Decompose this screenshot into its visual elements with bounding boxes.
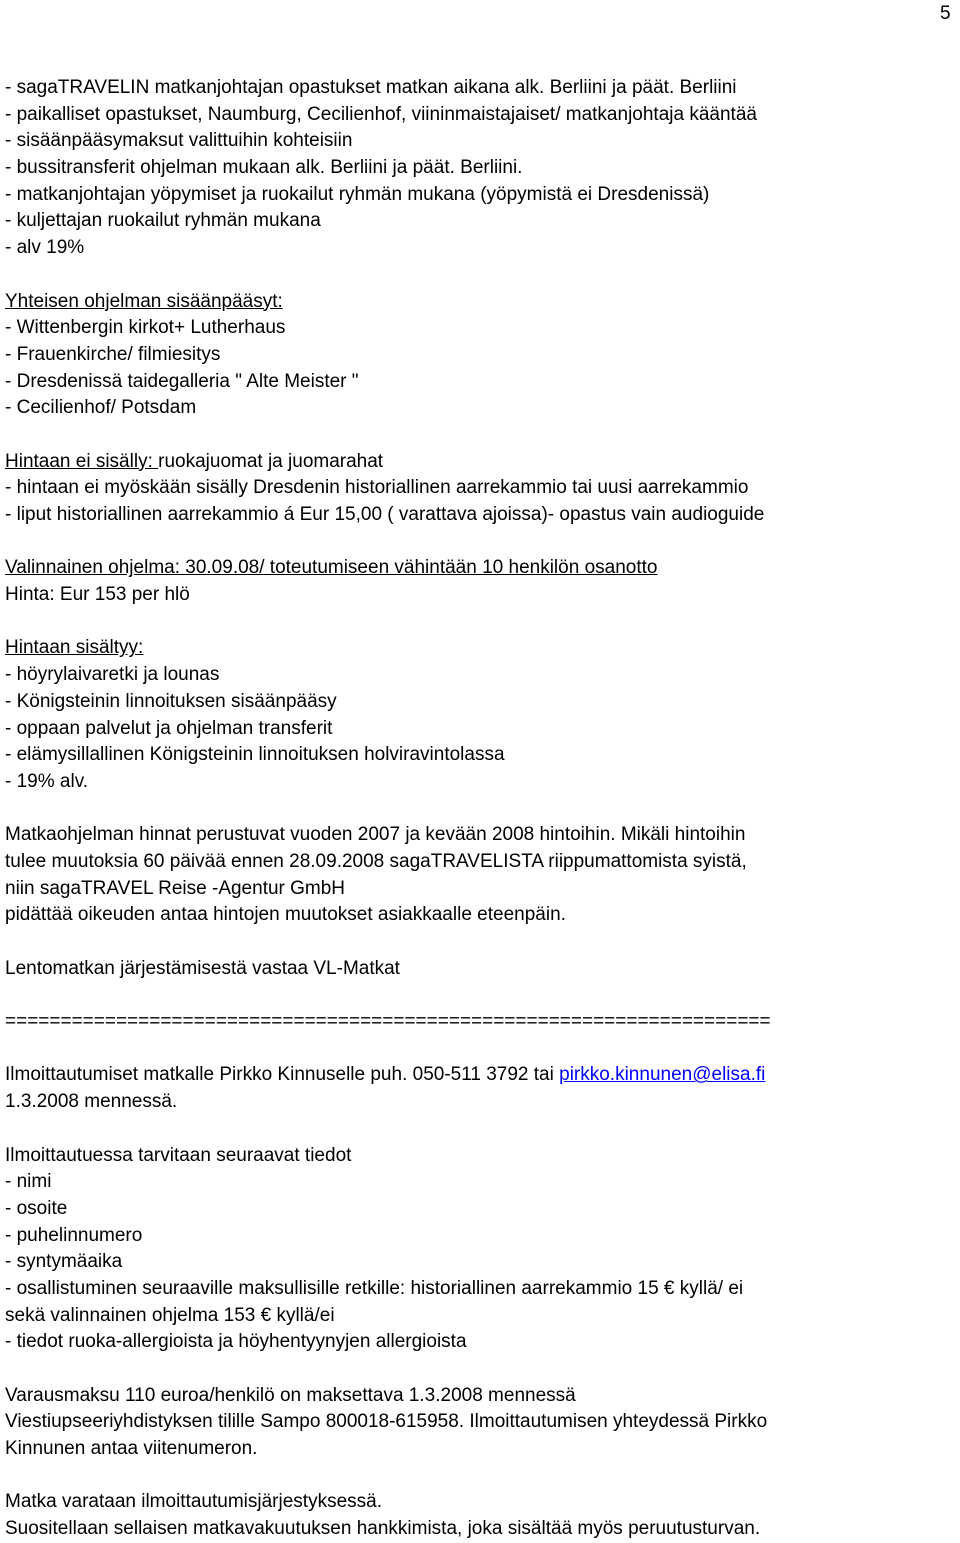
not-included-line (5, 449, 955, 476)
list-item: - Dresdenissä taidegalleria " Alte Meister " (5, 370, 359, 392)
list-item: - paikalliset opastukset, Naumburg, Cecilienhof, viininmaistajaiset/ matkanjohtaja kääntää (5, 103, 757, 125)
spacer (5, 262, 955, 289)
deposit-line: Varausmaksu 110 euroa/henkilö on maksettava 1.3.2008 mennessä (5, 1384, 576, 1406)
closing-line: Matka varataan ilmoittautumisjärjestyksessä. (5, 1491, 382, 1513)
registration-deadline: 1.3.2008 mennessä. (5, 1091, 178, 1113)
document-body (5, 75, 955, 1543)
prices-note-line: Matkaohjelman hinnat perustuvat vuoden 2007 ja kevään 2008 hintoihin. Mikäli hintoihin (5, 824, 746, 846)
list-item: - puhelinnumero (5, 1224, 143, 1246)
list-item: - bussitransferit ohjelman mukaan alk. Berliini ja päät. Berliini. (5, 157, 523, 179)
spacer (5, 529, 955, 556)
info-heading: Ilmoittautuessa tarvitaan seuraavat tiedot (5, 1144, 352, 1166)
spacer (5, 422, 955, 449)
list-item: - höyrylaivaretki ja lounas (5, 664, 220, 686)
email-link[interactable]: pirkko.kinnunen@elisa.fi (559, 1064, 766, 1086)
not-included-text: ruokajuomat ja juomarahat (158, 450, 384, 472)
prices-note-line: niin sagaTRAVEL Reise -Agentur GmbH (5, 877, 346, 899)
optional-price: Hinta: Eur 153 per hlö (5, 584, 190, 606)
list-item: - Frauenkirche/ filmiesitys (5, 343, 221, 365)
spacer (5, 1356, 955, 1383)
spacer (5, 609, 955, 636)
optional-heading: Valinnainen ohjelma: 30.09.08/ toteutumiseen vähintään 10 henkilön osanotto (5, 557, 658, 579)
not-included-heading: Hintaan ei sisälly: (5, 450, 159, 472)
list-item: - Wittenbergin kirkot+ Lutherhaus (5, 317, 286, 339)
list-item: - elämysillallinen Königsteinin linnoituksen holviravintolassa (5, 744, 505, 766)
prices-note-line: pidättää oikeuden antaa hintojen muutokset asiakkaalle eteenpäin. (5, 904, 566, 926)
list-item: - 19% alv. (5, 770, 89, 792)
list-item: - hintaan ei myöskään sisälly Dresdenin historiallinen aarrekammio tai uusi aarrekammio (5, 477, 749, 499)
list-item: - osoite (5, 1197, 68, 1219)
list-item: - sagaTRAVELIN matkanjohtajan opastukset matkan aikana alk. Berliini ja päät. Berliini (5, 77, 737, 98)
list-item: - osallistuminen seuraaville maksullisille retkille: historiallinen aarrekammio 15 € kyllä/ ei (5, 1277, 744, 1299)
registration-line (5, 1062, 955, 1089)
separator: ===================================================================== (5, 1011, 771, 1033)
list-item: - syntymäaika (5, 1251, 123, 1273)
list-item: - sisäänpääsymaksut valittuihin kohteisiin (5, 130, 353, 152)
deposit-line: Kinnunen antaa viitenumeron. (5, 1438, 258, 1460)
flights-note: Lentomatkan järjestämisestä vastaa VL-Matkat (5, 957, 400, 979)
spacer (5, 929, 955, 956)
list-item: - matkanjohtajan yöpymiset ja ruokailut ryhmän mukana (yöpymistä ei Dresdenissä) (5, 183, 710, 205)
list-item: sekä valinnainen ohjelma 153 € kyllä/ei (5, 1304, 335, 1326)
page-number: 5 (940, 3, 951, 24)
list-item: - nimi (5, 1171, 52, 1193)
list-item: - oppaan palvelut ja ohjelman transferit (5, 717, 333, 739)
prices-note-line: tulee muutoksia 60 päivää ennen 28.09.2008 sagaTRAVELISTA riippumattomista syistä, (5, 850, 747, 872)
deposit-line: Viestiupseeriyhdistyksen tilille Sampo 800018-615958. Ilmoittautumisen yhteydessä Pirkko (5, 1411, 768, 1433)
list-item: - liput historiallinen aarrekammio á Eur 15,00 ( varattava ajoissa)- opastus vain audioguide (5, 504, 765, 525)
closing-line: Suositellaan sellaisen matkavakuutuksen hankkimista, joka sisältää myös peruutusturvan. (5, 1518, 761, 1540)
list-item: - alv 19% (5, 237, 85, 259)
spacer (5, 1463, 955, 1490)
entrances-heading: Yhteisen ohjelman sisäänpääsyt: (5, 290, 283, 312)
spacer (5, 982, 955, 1009)
spacer (5, 1036, 955, 1063)
registration-text: Ilmoittautumiset matkalle Pirkko Kinnuselle puh. 050-511 3792 tai (5, 1064, 560, 1086)
list-item: - kuljettajan ruokailut ryhmän mukana (5, 210, 321, 232)
list-item: - Königsteinin linnoituksen sisäänpääsy (5, 690, 337, 712)
spacer (5, 1116, 955, 1143)
included-heading: Hintaan sisältyy: (5, 637, 144, 659)
list-item: - Cecilienhof/ Potsdam (5, 397, 197, 419)
spacer (5, 796, 955, 823)
list-item: - tiedot ruoka-allergioista ja höyhentyynyjen allergioista (5, 1331, 467, 1353)
